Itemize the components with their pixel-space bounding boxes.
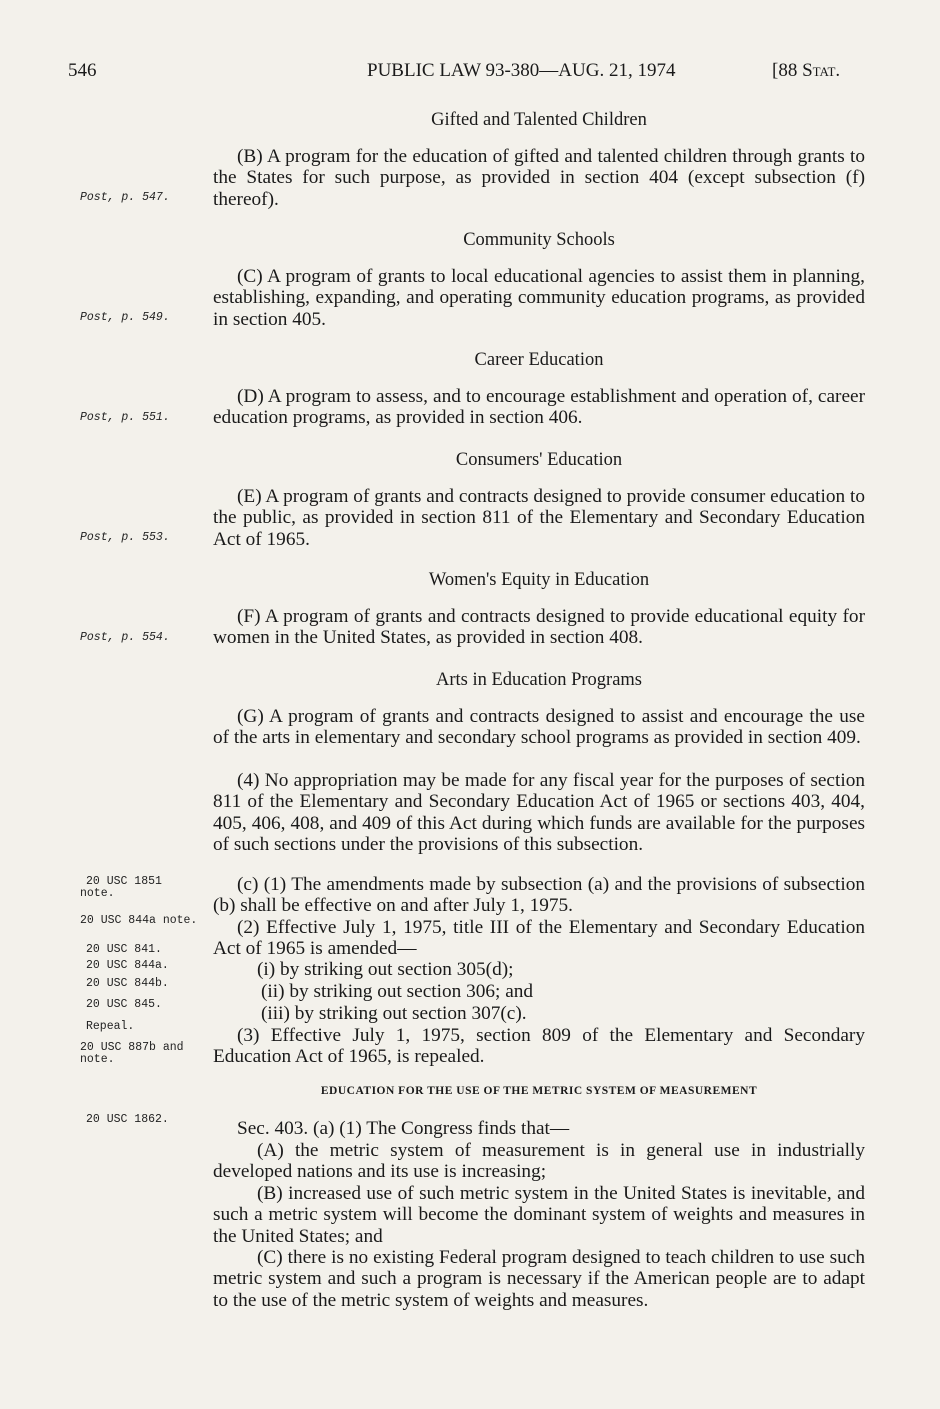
margin-note: Post, p. 553. — [80, 531, 170, 544]
margin-note: Post, p. 551. — [80, 411, 170, 424]
paragraph-d: (D) A program to assess, and to encourage establishment and operation of, career education programs, as provided in section 406. — [213, 386, 865, 429]
margin-note: 20 USC 844a. — [86, 959, 169, 972]
section-403: Sec. 403. (a) (1) The Congress finds that— — [237, 1118, 570, 1139]
finding-a: (A) the metric system of measurement is in general use in industrially developed nations and its use is increasing; — [213, 1140, 865, 1183]
margin-note: Post, p. 549. — [80, 311, 170, 324]
margin-note: 20 USC 844a note. — [80, 914, 198, 927]
paragraph-c1: (c) (1) The amendments made by subsection (a) and the provisions of subsection (b) shall be effective on and after July 1, 1975. — [213, 874, 865, 917]
finding-b: (B) increased use of such metric system in the United States is inevitable, and such a metric system will become the dominant system of weights and measures in the United States; and — [213, 1183, 865, 1247]
paragraph-4: (4) No appropriation may be made for any fiscal year for the purposes of section 811 of the Elementary and Secondary Education Act of 1965 or sections 403, 404, 405, 406, 408, and 409 of this Act during which funds are available for the purposes of such sections under the provisions of this subsection. — [213, 770, 865, 856]
section-heading: Career Education — [474, 350, 604, 370]
section-heading: Women's Equity in Education — [428, 570, 650, 590]
statute-volume: [88 Stat. — [772, 60, 841, 81]
margin-note: 20 USC 845. — [86, 998, 162, 1011]
running-title: PUBLIC LAW 93-380—AUG. 21, 1974 — [367, 60, 676, 81]
paragraph-c3: (3) Effective July 1, 1975, section 809 of the Elementary and Secondary Education Act of 1965, is repealed. — [213, 1025, 865, 1068]
paragraph-c: (C) A program of grants to local educational agencies to assist them in planning, establishing, expanding, and operating community education programs, as provided in section 405. — [213, 266, 865, 330]
page-number: 546 — [68, 60, 97, 81]
margin-note: 20 USC 844b. — [86, 977, 169, 990]
finding-c: (C) there is no existing Federal program designed to teach children to use such metric system and such a program is necessary if the American people are to adapt to the use of the metric system of weights and measures. — [213, 1247, 865, 1311]
margin-note: 20 USC 841. — [86, 943, 162, 956]
margin-note: Post, p. 547. — [80, 191, 170, 204]
section-heading: Arts in Education Programs — [435, 670, 643, 690]
margin-note: Post, p. 554. — [80, 631, 170, 644]
section-heading: Community Schools — [463, 230, 615, 250]
paragraph-b: (B) A program for the education of gifted and talented children through grants to the States for such purpose, as provided in section 404 (except subsection (f) thereof). — [213, 146, 865, 210]
paragraph-ciii: (iii) by striking out section 307(c). — [261, 1003, 527, 1024]
margin-note — [80, 876, 200, 900]
paragraph-g: (G) A program of grants and contracts designed to assist and encourage the use of the arts in elementary and secondary school programs as provided in section 409. — [213, 706, 865, 749]
paragraph-ci: (i) by striking out section 305(d); — [257, 959, 514, 980]
paragraph-c2: (2) Effective July 1, 1975, title III of the Elementary and Secondary Education Act of 1965 is amended— — [213, 917, 865, 960]
margin-note: Repeal. — [86, 1020, 135, 1033]
metric-heading: EDUCATION FOR THE USE OF THE METRIC SYSTEM OF MEASUREMENT — [320, 1085, 758, 1097]
section-heading: Gifted and Talented Children — [431, 110, 647, 130]
paragraph-e: (E) A program of grants and contracts designed to provide consumer education to the public, as provided in section 811 of the Elementary and Secondary Education Act of 1965. — [213, 486, 865, 550]
margin-note: 20 USC 1862. — [86, 1113, 169, 1126]
section-heading: Consumers' Education — [455, 450, 623, 470]
paragraph-f: (F) A program of grants and contracts designed to provide educational equity for women in the United States, as provided in section 408. — [213, 606, 865, 649]
paragraph-cii: (ii) by striking out section 306; and — [261, 981, 534, 1002]
margin-note: 20 USC 887b and note. — [80, 1041, 184, 1066]
usc-citation: 20 USC 1851 note. — [80, 875, 162, 900]
